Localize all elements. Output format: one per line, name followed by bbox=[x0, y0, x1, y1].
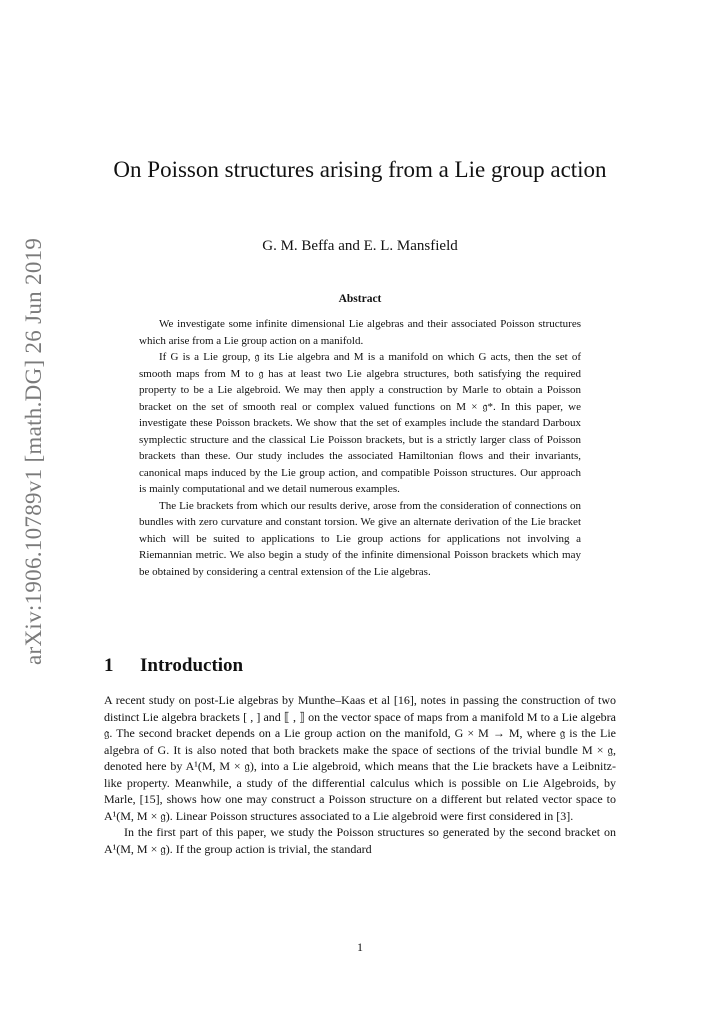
abstract-paragraph: We investigate some infinite dimensional Lie algebras and their associated Poisson structures which arise from a Lie group action on a manifold. bbox=[139, 318, 581, 347]
paper-title: On Poisson structures arising from a Lie group action bbox=[113, 157, 607, 182]
abstract-paragraph: If G is a Lie group, 𝔤 its Lie algebra and M is a manifold on which G acts, then the set of smooth maps from M to 𝔤 has at least two Lie algebra structures, both satisfying the required property to be a Lie algebroid. We may then apply a construction by Marle to obtain a Poisson bracket on the set of smooth real or complex valued functions on M × 𝔤*. In this paper, we investigate these Poisson brackets. We show that the set of examples include the standard Darboux symplectic structure and the classical Lie Poisson brackets, but is a strictly larger class of Poisson brackets than these. Our study includes the associated Hamiltonian flows and their invariants, canonical maps induced by the Lie group action, and compatible Poisson structures. Our approach is mainly computational and we detail numerous examples. bbox=[139, 351, 581, 495]
section-heading bbox=[104, 653, 624, 679]
author-line: G. M. Beffa and E. L. Mansfield bbox=[262, 238, 458, 254]
abstract-block bbox=[139, 316, 581, 580]
abstract-paragraph: The Lie brackets from which our results derive, arose from the consideration of connections on bundles with zero curvature and constant torsion. We give an alternate derivation of the Lie bracket which will be suited to applications to Lie group actions for applications not involving a Riemannian metric. We also begin a study of the infinite dimensional Poisson brackets which may be obtained by considering a central extension of the Lie algebras. bbox=[139, 499, 581, 578]
page-number: 1 bbox=[357, 940, 363, 954]
arxiv-side-stamp: arXiv:1906.10789v1 [math.DG] 26 Jun 2019 bbox=[21, 237, 46, 665]
body-paragraph: In the first part of this paper, we study the Poisson structures so generated by the second bracket on A¹(M, M × 𝔤). If the group action is trivial, the standard bbox=[104, 825, 616, 856]
body-text bbox=[104, 692, 616, 857]
body-paragraph: A recent study on post-Lie algebras by Munthe–Kaas et al [16], notes in passing the construction of two distinct Lie algebra brackets [ , ] and ⟦ , ⟧ on the vector space of maps from a manifold M to a Lie algebra 𝔤. The second bracket depends on a Lie group action on the manifold, G × M → M, where 𝔤 is the Lie algebra of G. It is also noted that both brackets make the space of sections of the trivial bundle M × 𝔤, denoted here by A¹(M, M × 𝔤), into a Lie algebroid, which means that the Lie brackets have a Leibnitz-like property. Meanwhile, a study of the differential calculus which is possible on Lie Algebroids, by Marle, [15], shows how one may construct a Poisson structure on a different but related vector space to A¹(M, M × 𝔤). Linear Poisson structures associated to a Lie algebroid were first considered in [3]. bbox=[104, 693, 616, 823]
section-title: Introduction bbox=[140, 655, 244, 676]
abstract-heading: Abstract bbox=[338, 293, 382, 305]
section-number: 1 bbox=[104, 655, 114, 676]
